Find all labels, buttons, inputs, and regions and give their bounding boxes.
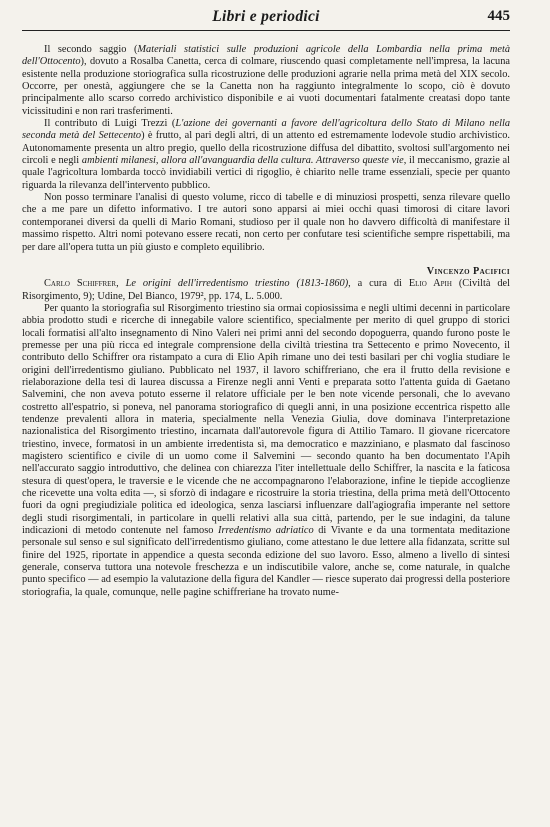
book-curator: Elio Apih bbox=[408, 278, 452, 290]
page-body bbox=[22, 44, 510, 599]
book-author: Carlo Schiffrer bbox=[44, 278, 117, 290]
italic-title: L'azione dei governanti a favore dell'agricoltura dello Stato di Milano nella seconda metà del Settecento bbox=[22, 118, 510, 142]
previous-review-paragraph: Non posso terminare l'analisi di questo volume, ricco di tabelle e di minuziosi prospetti, senza rilevare quello che a me pare un difetto informativo. I tre autori sono apparsi ai miei occhi quasi timorosi di citare lavori contemporanei diversi da quelli di Mario Romani, studioso per il quale non ho davvero difficoltà di manifestare il massimo rispetto. Altri nomi potevano essere recati, non certo per confutare tesi scientifiche sempre rispettabili, ma per dare all'opera tutta un più giusto e completo equilibrio. bbox=[22, 192, 510, 253]
page-header bbox=[22, 6, 510, 31]
running-title: Libri e periodici bbox=[212, 8, 320, 25]
previous-review-paragraph: Il contributo di Luigi Trezzi (L'azione dei governanti a favore dell'agricoltura dello Stato di Milano nella seconda metà del Settecento) è frutto, al pari degli altri, di un attento ed estremamente lodevole studio archivistico. Autonomamente presenta un altro pregio, quello della ricostruzione diffusa del dibattito, svoltosi sull'argomento nei circoli e negli ambienti milanesi, allora all'avanguardia della cultura. Attraverso queste vie, il meccanismo, grazie al quale l'agricoltura lombarda toccò invidiabili vertici di rigoglio, è chiarito nelle trame essenziali, specie per quanto riguarda la rilevanza dell'intervento pubblico. bbox=[22, 118, 510, 191]
review-text bbox=[22, 303, 510, 599]
book-title: Le origini dell'irredentismo triestino (1813-1860) bbox=[125, 278, 349, 290]
italic-title: ambienti milanesi, allora all'avanguardia della cultura. Attraverso queste vie bbox=[81, 155, 404, 167]
italic-title: Materiali statistici sulle produzioni agricole della Lombardia nella prima metà dell'Ottocento bbox=[22, 44, 510, 68]
book-publication-details: (Civiltà del Risorgimento, 9); Udine, Del Bianco, 1979², pp. 174, L. 5.000. bbox=[22, 278, 510, 302]
italic-title: Irredentismo adriatico bbox=[218, 525, 314, 537]
review-bibliographic-heading: Carlo Schiffrer, Le origini dell'irredentismo triestino (1813-1860), a cura di Elio Apih (Civiltà del Risorgimento, 9); Udine, Del Bianco, 1979², pp. 174, L. 5.000. bbox=[22, 278, 510, 302]
previous-review-text bbox=[22, 44, 510, 254]
reviewer-signature: Vincenzo Pacifici bbox=[426, 265, 510, 277]
review-paragraph: Per quanto la storiografia sul Risorgimento triestino sia ormai copiosissima e negli ultimi decenni in particolare abbia prodotto studi e ricerche di innegabile valore scientifico, specialmente per merito di quel gruppo di storici locali formatisi all'alto insegnamento di Nino Valeri nei primi anni del secondo dopoguerra, quando furono poste le premesse per una più ricca ed integrale comprensione della civiltà triestina tra Settecento e primo Novecento, il contributo dello Schiffrer ora ristampato a cura di Elio Apih rimane uno dei testi basilari per chi voglia studiare le origini dell'irredentismo giuliano. Pubblicato nel 1937, il lavoro schiffreriano, che era il frutto della revisione e rielaborazione della tesi di laurea discussa a Firenze negli anni Venti e preparata sotto l'attenta guida di Gaetano Salvemini, che non aveva potuto esserne il relatore ufficiale per le ben note vicende personali, che lo avevano costretto all'espatrio, si poneva, nel panorama storiografico di quegli anni, in una posizione eccentrica rispetto alle tendenze prevalenti allora in materia, specialmente nella Venezia Giulia, dove dominava l'interpretazione nazionalistica del Risorgimento triestino, incarnata dall'autorevole figura di Attilio Tamaro. Il giovane ricercatore triestino, invece, formatosi in un ambiente irredentista sì, ma democratico e mazziniano, e plasmato dal fascinoso magistero scientifico e civile di un uomo come il Salvemini — secondo quanto ha ben documentato l'Apih nell'accurato saggio introduttivo, che delinea con chiarezza l'iter intellettuale dello Schiffrer, la nascita e la faticosa stesura di quest'opera, le traversie e le vicende che ne accompagnarono l'elaborazione, infine le tiepide accoglienze che ricevette una volta edita —, si sforzò di indagare e ricostruire la storia triestina, della prima metà dell'Ottocento fuori da ogni pregiudiziale politica ed ideologica, senza lasciarsi influenzare dall'agiografia imperante nel settore degli studi risorgimentali, in particolare in quelli relativi alla sua città, partendo, per le sue indagini, da talune indicazioni di metodo contenute nel famoso Irredentismo adriatico di Vivante e da una tormentata meditazione personale sul senso e sul significato dell'irredentismo giuliano, come attestano le due lettere alla fidanzata, scritte sul finire del 1925, riportate in appendice a questa seconda edizione del suo lavoro. Esso, almeno a livello di sintesi generale, conserva tuttora una notevole freschezza e un indiscutibile valore, anche se, come naturale, in qualche punto specifico — ad esempio la valutazione della figura del Kandler — riesce superato dai progressi della posteriore storiografia, la quale, comunque, nelle pagine schiffreriane ha trovato nume- bbox=[22, 302, 510, 598]
previous-review-paragraph: Il secondo saggio (Materiali statistici sulle produzioni agricole della Lombardia nella prima metà dell'Ottocento), dovuto a Rosalba Canetta, cerca di colmare, riuscendo quasi completamente nell'impresa, la lacuna esistente nella produzione storiografica sulla ricostruzione delle produzioni agrarie nella prima metà del XIX secolo. Occorre, per onestà, aggiungere che se la Canetta non ha raggiunto integralmente lo scopo, ciò è dovuto principalmente allo scarso corredo archivistico disponibile e ai vuoti documentari fatalmente creatasi dopo tante vicissitudini e non rari trasferimenti. bbox=[22, 44, 510, 117]
page-number: 445 bbox=[487, 8, 510, 24]
